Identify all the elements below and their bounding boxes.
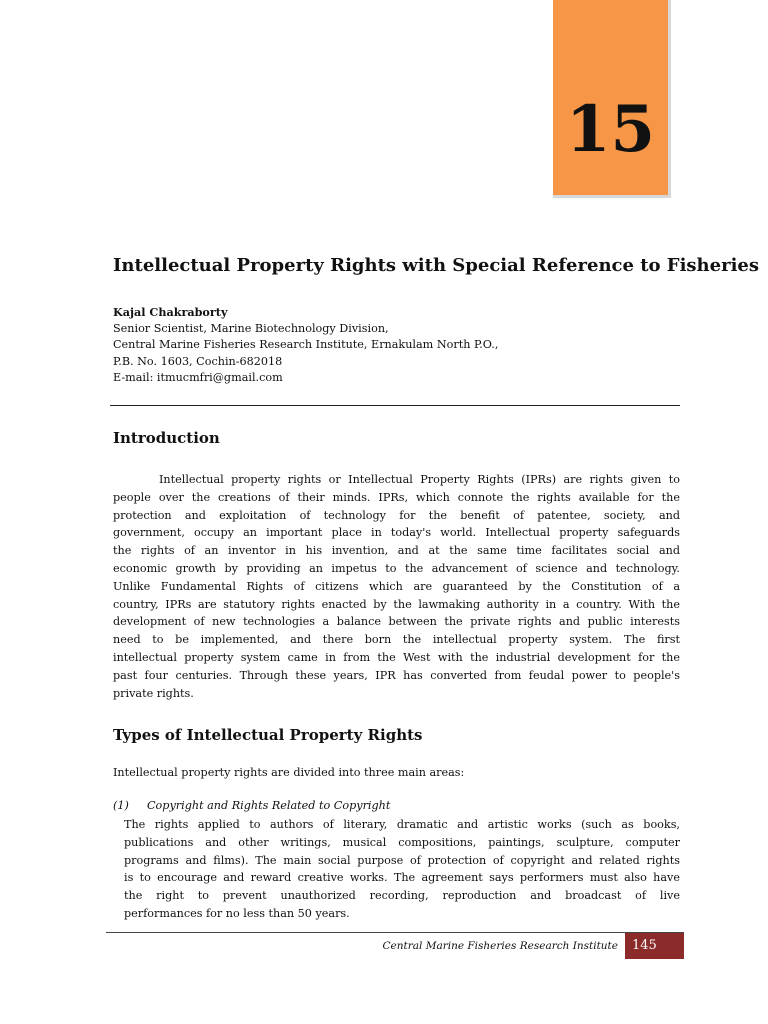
paragraph-line: The rights applied to authors of literary, dramatic and artistic works (such as books, [124, 818, 680, 831]
list-item-body [124, 816, 680, 923]
paragraph-line: intellectual property system came in from the West with the industrial development for the [113, 650, 680, 664]
author-name: Kajal Chakraborty [113, 305, 228, 319]
paragraph-line: country, IPRs are statutory rights enacted by the lawmaking authority in a country. With the [113, 597, 680, 611]
chapter-number-box [553, 0, 671, 198]
paragraph-line: is to encourage and reward creative works. The agreement says performers must also have [124, 871, 680, 885]
paragraph-line: development of new technologies a balance between the private rights and public interests [113, 615, 680, 629]
paragraph-line: economic growth by providing an impetus to the advancement of science and technology. [113, 561, 680, 575]
author-block [113, 304, 673, 387]
author-designation: Senior Scientist, Marine Biotechnology Division, [113, 321, 389, 335]
author-address: P.B. No. 1603, Cochin-682018 [113, 354, 283, 368]
paragraph-line: need to be implemented, and there born the intellectual property system. The first [113, 633, 680, 647]
list-item-title: Copyright and Rights Related to Copyright [147, 799, 391, 812]
footer-institute: Central Marine Fisheries Research Institute [382, 940, 618, 952]
types-intro-text: Intellectual property rights are divided into three main areas: [113, 766, 465, 779]
introduction-paragraph [113, 471, 680, 702]
paragraph-line: Unlike Fundamental Rights of citizens which are guaranteed by the Constitution of a [113, 579, 680, 593]
paragraph-line: performances for no less than 50 years. [124, 906, 350, 920]
paragraph-line: Intellectual property rights or Intellectual Property Rights (IPRs) are rights given to [159, 473, 680, 486]
paragraph-line: government, occupy an important place in today's world. Intellectual property safeguards [113, 526, 680, 540]
footer-divider [106, 932, 684, 933]
introduction-heading: Introduction [113, 429, 220, 447]
author-institute: Central Marine Fisheries Research Institute, Ernakulam North P.O., [113, 338, 499, 352]
paragraph-line: programs and films). The main social purpose of protection of copyright and related rights [124, 853, 680, 867]
author-email: E-mail: itmucmfri@gmail.com [113, 371, 283, 385]
types-heading: Types of Intellectual Property Rights [113, 726, 423, 744]
paragraph-line: the right to prevent unauthorized recording, reproduction and broadcast of live [124, 889, 680, 903]
paragraph-line: people over the creations of their minds. IPRs, which connote the rights available for the [113, 490, 680, 504]
paragraph-line: past four centuries. Through these years, IPR has converted from feudal power to people's [113, 668, 680, 682]
page-number-box [625, 933, 684, 959]
paragraph-line: the rights of an inventor in his invention, and at the same time facilitates social and [113, 544, 680, 558]
page-title: Intellectual Property Rights with Special Reference to Fisheries [113, 255, 759, 276]
page-number: 145 [632, 938, 657, 953]
list-item-number: (1) [113, 799, 129, 812]
paragraph-line: publications and other writings, musical compositions, paintings, sculpture, computer [124, 835, 680, 849]
header-divider [110, 405, 680, 406]
chapter-number: 15 [565, 92, 656, 167]
paragraph-line: private rights. [113, 686, 194, 700]
list-item-heading [113, 797, 390, 815]
paragraph-line: protection and exploitation of technology for the benefit of patentee, society, and [113, 508, 680, 522]
